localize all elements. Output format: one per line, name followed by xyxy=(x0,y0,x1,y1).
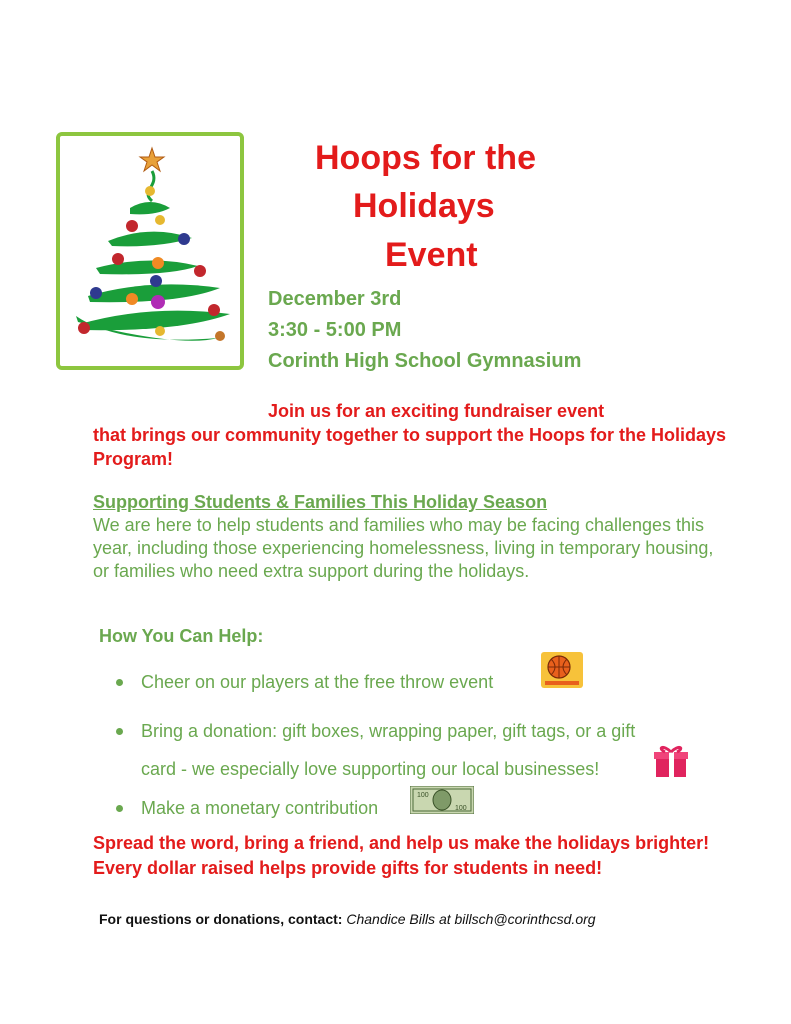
intro-rest: that brings our community together to support the Hoops for the Holidays Program! xyxy=(93,425,727,469)
help-item-3-text: Make a monetary contribution xyxy=(141,798,379,818)
help-item-3 xyxy=(116,797,416,819)
title-line-1: Hoops for the xyxy=(315,139,536,177)
event-date: December 3rd xyxy=(268,288,402,310)
title-line-3: Event xyxy=(385,236,478,274)
svg-text:100: 100 xyxy=(455,805,467,812)
christmas-tree-image xyxy=(56,132,244,370)
event-location: Corinth High School Gymnasium xyxy=(268,350,582,372)
closing-paragraph: Spread the word, bring a friend, and help us make the holidays brighter! Every dollar raised helps provide gifts for students in need! xyxy=(93,833,710,878)
intro-paragraph xyxy=(93,399,733,471)
support-section xyxy=(93,491,733,583)
dollar-bill-icon xyxy=(410,786,474,814)
title-line-2: Holidays xyxy=(353,187,495,225)
bullet-icon xyxy=(116,728,123,735)
help-item-2 xyxy=(116,720,696,780)
event-details xyxy=(268,284,581,377)
contact-person[interactable]: Chandice Bills at billsch@corinthcsd.org xyxy=(346,911,596,927)
help-item-2-line-1: Bring a donation: gift boxes, wrapping paper, gift tags, or a gift xyxy=(141,721,636,741)
bullet-icon xyxy=(116,805,123,812)
svg-text:100: 100 xyxy=(417,792,429,799)
gift-box-icon xyxy=(651,744,691,778)
help-item-2-line-2: card - we especially love supporting our local businesses! xyxy=(141,759,600,779)
intro-line-1: Join us for an exciting fundraiser event xyxy=(268,401,605,421)
event-time: 3:30 - 5:00 PM xyxy=(268,319,402,341)
help-item-1-text: Cheer on our players at the free throw event xyxy=(141,672,494,692)
help-heading: How You Can Help: xyxy=(99,626,264,646)
basketball-icon xyxy=(541,652,583,688)
help-item-1 xyxy=(116,671,596,693)
support-body: We are here to help students and families who may be facing challenges this year, including those experiencing homelessness, living in temporary housing, or families who need extra support during the holidays. xyxy=(93,515,714,581)
bullet-icon xyxy=(116,679,123,686)
contact-label: For questions or donations, contact: xyxy=(99,911,343,927)
contact-line xyxy=(99,911,596,927)
christmas-tree-icon xyxy=(60,136,240,366)
support-heading: Supporting Students & Families This Holiday Season xyxy=(93,492,548,512)
